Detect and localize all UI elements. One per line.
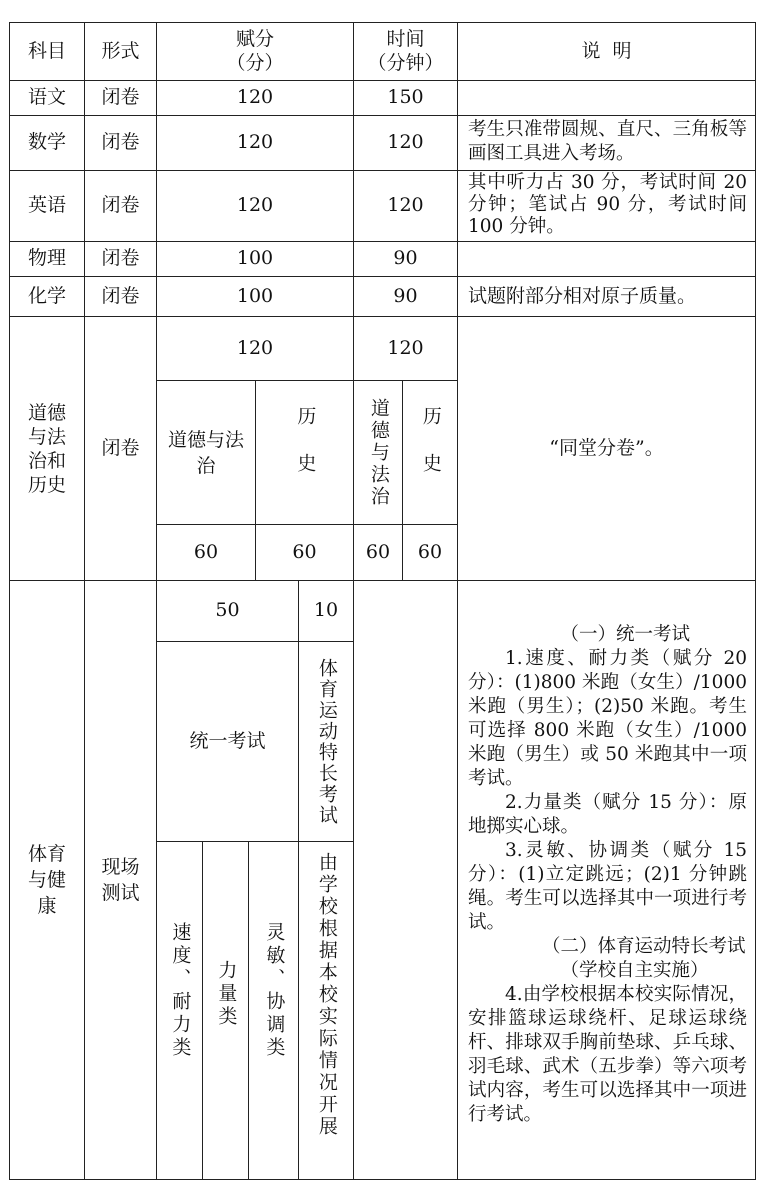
time-math: 120 [353,115,458,171]
pe-special-label: 体育运动特长考试 [298,641,354,842]
pe-cat-strength: 力量类 [202,841,249,1180]
pe-cat-agility: 灵敏、协调类 [248,841,299,1180]
note-physics [457,241,756,277]
form-physics: 闭卷 [84,241,157,277]
time-chemistry: 90 [353,276,458,317]
time-physics: 90 [353,241,458,277]
note-english: 其中听力占 30 分，考试时间 20 分钟；笔试占 90 分，考试时间 100 分钟。 [457,170,756,242]
header-subject: 科目 [9,22,85,81]
time-sub-history: 历史 [402,380,458,525]
score-val-morality: 60 [156,524,256,581]
time-val-history: 60 [402,524,458,581]
score-pe-unified: 50 [156,580,299,642]
score-val-history: 60 [255,524,354,581]
header-form: 形式 [84,22,157,81]
form-chemistry: 闭卷 [84,276,157,317]
subject-morality-history: 道德与法治和历史 [9,316,85,581]
time-sub-morality: 道德与法治 [353,380,403,525]
score-physics: 100 [156,241,354,277]
form-english: 闭卷 [84,170,157,242]
subject-chemistry: 化学 [9,276,85,317]
time-chinese: 150 [353,80,458,116]
time-total-morality-history: 120 [353,316,458,381]
score-pe-special: 10 [298,580,354,642]
subject-math: 数学 [9,115,85,171]
note-math: 考生只准带圆规、直尺、三角板等画图工具进入考场。 [457,115,756,171]
header-score: 赋分 （分） [156,22,354,81]
note-chemistry: 试题附部分相对原子质量。 [457,276,756,317]
note-pe: （一）统一考试 1.速度、耐力类（赋分 20 分）：(1)800 米跑（女生）/1000 米跑（男生）；(2)50 米跑。考生可选择 800 米跑（女生）/1000 米跑（男生）或 50 米跑其中一项考试。 2.力量类（赋分 15 分）：原地掷实心球。 3.灵敏、协调类（赋分 15 分）：(1)立定跳远；(2)1 分钟跳绳。考生可以选择其中一项进行考试。 （二）体育运动特长考试 （学校自主实施） 4.由学校根据本校实际情况，安排篮球运球绕杆、足球运球绕杆、排球双手胸前垫球、乒乓球、羽毛球、武术（五步拳）等六项考试内容，考生可以选择其中一项进行考试。 [457,580,756,1180]
form-pe: 现场测试 [84,580,157,1180]
score-total-morality-history: 120 [156,316,354,381]
score-math: 120 [156,115,354,171]
note-morality-history: “同堂分卷”。 [457,316,756,581]
form-math: 闭卷 [84,115,157,171]
header-notes: 说 明 [457,22,756,81]
score-chemistry: 100 [156,276,354,317]
subject-physics: 物理 [9,241,85,277]
note-chinese [457,80,756,116]
score-chinese: 120 [156,80,354,116]
pe-cat-speed-endurance: 速度、耐力类 [156,841,203,1180]
subject-chinese: 语文 [9,80,85,116]
form-chinese: 闭卷 [84,80,157,116]
subject-pe: 体育与健康 [9,580,85,1180]
pe-unified-label: 统一考试 [156,641,299,842]
score-sub-history: 历史 [255,380,354,525]
header-time: 时间 （分钟） [353,22,458,81]
subject-english: 英语 [9,170,85,242]
time-pe [353,580,458,1180]
form-morality-history: 闭卷 [84,316,157,581]
pe-special-desc: 由学校根据本校实际情况开展 [298,841,354,1180]
time-english: 120 [353,170,458,242]
score-sub-morality: 道德与法治 [156,380,256,525]
time-val-morality: 60 [353,524,403,581]
score-english: 120 [156,170,354,242]
